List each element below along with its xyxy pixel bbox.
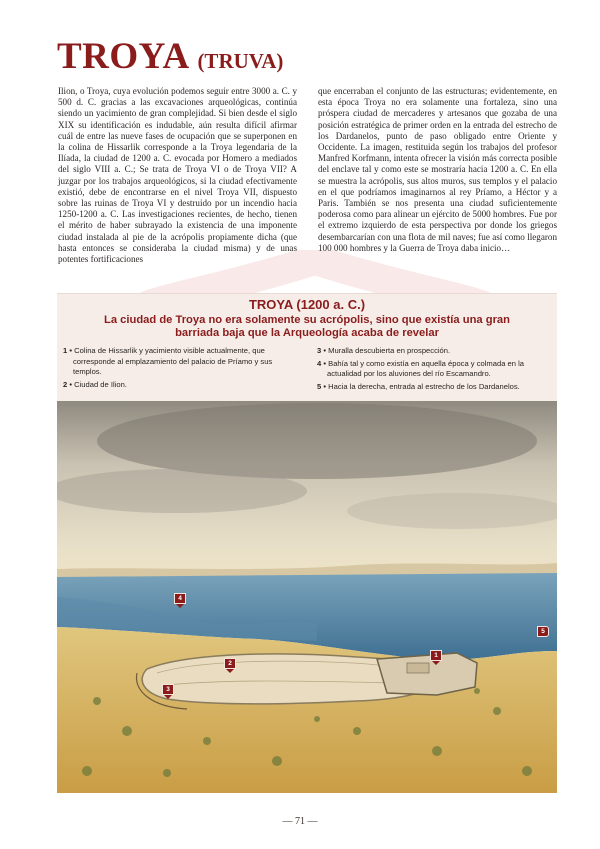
location-pin-icon: 3 [162,684,174,695]
page-title [57,38,283,75]
legend-item: 1 • Colina de Hissarlik y yacimiento visible actualmente, que corresponde al emplazamiento del palacio de Príamo y sus templos. [63,346,273,376]
legend-item: 2 • Ciudad de Ilion. [63,379,127,389]
palace [407,663,429,673]
location-pin-icon: 4 [174,593,186,604]
infobox [57,293,557,402]
illustration-svg [57,401,557,793]
infobox-title: TROYA (1200 a. C.) [248,297,366,312]
marker-tail [176,604,184,608]
troy-illustration [57,401,557,793]
marker-2[interactable] [224,658,234,669]
infobox-subtitle: La ciudad de Troya no era solamente su acrópolis, sino que existía una gran barriada baja que la Arqueología acaba de revelar [104,314,510,339]
marker-3[interactable] [162,684,172,695]
body-column-right: que encerraban el conjunto de las estructuras; evidentemente, en esta época Troya no era solamente una fortaleza, sino una próspera ciudad de mercaderes y artesanos que gozaba de una posición estratégica de primer orden en la entrada del estrecho de los Dardanelos, punto de paso obligado entre Oriente y Occidente. La imagen, restituida según los trabajos del profesor Manfred Korfmann, intenta ofrecer la visión más correcta posible del enclave tal y como este se mostraría hacia 1200 a. C. En ella se muestra la acrópolis, sus altos muros, sus templos y el palacio en el que podríamos imaginarnos al rey Príamo, a Héctor y a Paris. También se nos presenta una ciudad suficientemente poderosa como para alinear un ejército de 5000 hombres. Fue por el extremo izquierdo de esta perspectiva por donde los griegos desembarcarían con una flota de mil naves; fue así como llegaron 100 000 hombres y la Guerra de Troya daba inicio… [318,86,557,253]
marker-5[interactable] [537,626,547,637]
cloud [97,403,537,479]
marker-tail [432,661,440,665]
marker-tail [226,669,234,673]
title-subtitle: (TRUVA) [197,49,284,73]
body-column-left: Ilion, o Troya, cuya evolución podemos seguir entre 3000 a. C. y 500 d. C. gracias a las excavaciones arqueológicas, continúa siendo un yacimiento de gran complejidad. Si bien desde el siglo XIX su identificación es indudable, aún resulta difícil afirmar cuál de entre las nueve fases de ocupación que se superponen en la colina de Hissarlik corresponde a la Troya legendaria de la Ilíada, la ciudad de 1200 a. C. evocada por Homero a mediados del siglo VIII a. C.; Se trata de Troya VI o de Troya VII? A juzgar por los trabajos arqueológicos, si la ciudad efectivamente existió, debe de encontrarse en el nivel Troya VII, dispuesto sobre las ruinas de Troya VI y destruido por un incendio hacia 1250-1200 a. C. Las investigaciones recientes, de hecho, tienen el mérito de haber subrayado la existencia de una imponente ciudad instalada al pie de la acrópolis propiamente dicha (que hasta entonces se consideraba la ciudad misma) y de unas potentes fortificaciones [58,86,297,265]
cloud [57,469,307,513]
legend-item: 3 • Muralla descubierta en prospección. [317,346,451,355]
legend-list-left [63,346,295,392]
page-number: — 71 — [282,816,318,827]
legend-item: 5 • Hacia la derecha, entrada al estrecho de los Dardanelos. [317,381,520,391]
marker-tail [164,695,172,699]
legend-item: 4 • Bahía tal y como existía en aquella época y colmada en la actualidad por los aluviones del río Escamandro. [317,358,524,378]
cloud [347,493,557,529]
marker-4[interactable] [174,593,184,604]
location-pin-icon: 1 [430,650,442,661]
title-main: TROYA [57,36,188,77]
location-pin-icon: 2 [224,658,236,669]
acropolis [377,653,477,695]
legend-list-right [317,346,549,394]
location-pin-icon: 5 [537,626,549,637]
marker-1[interactable] [430,650,440,661]
